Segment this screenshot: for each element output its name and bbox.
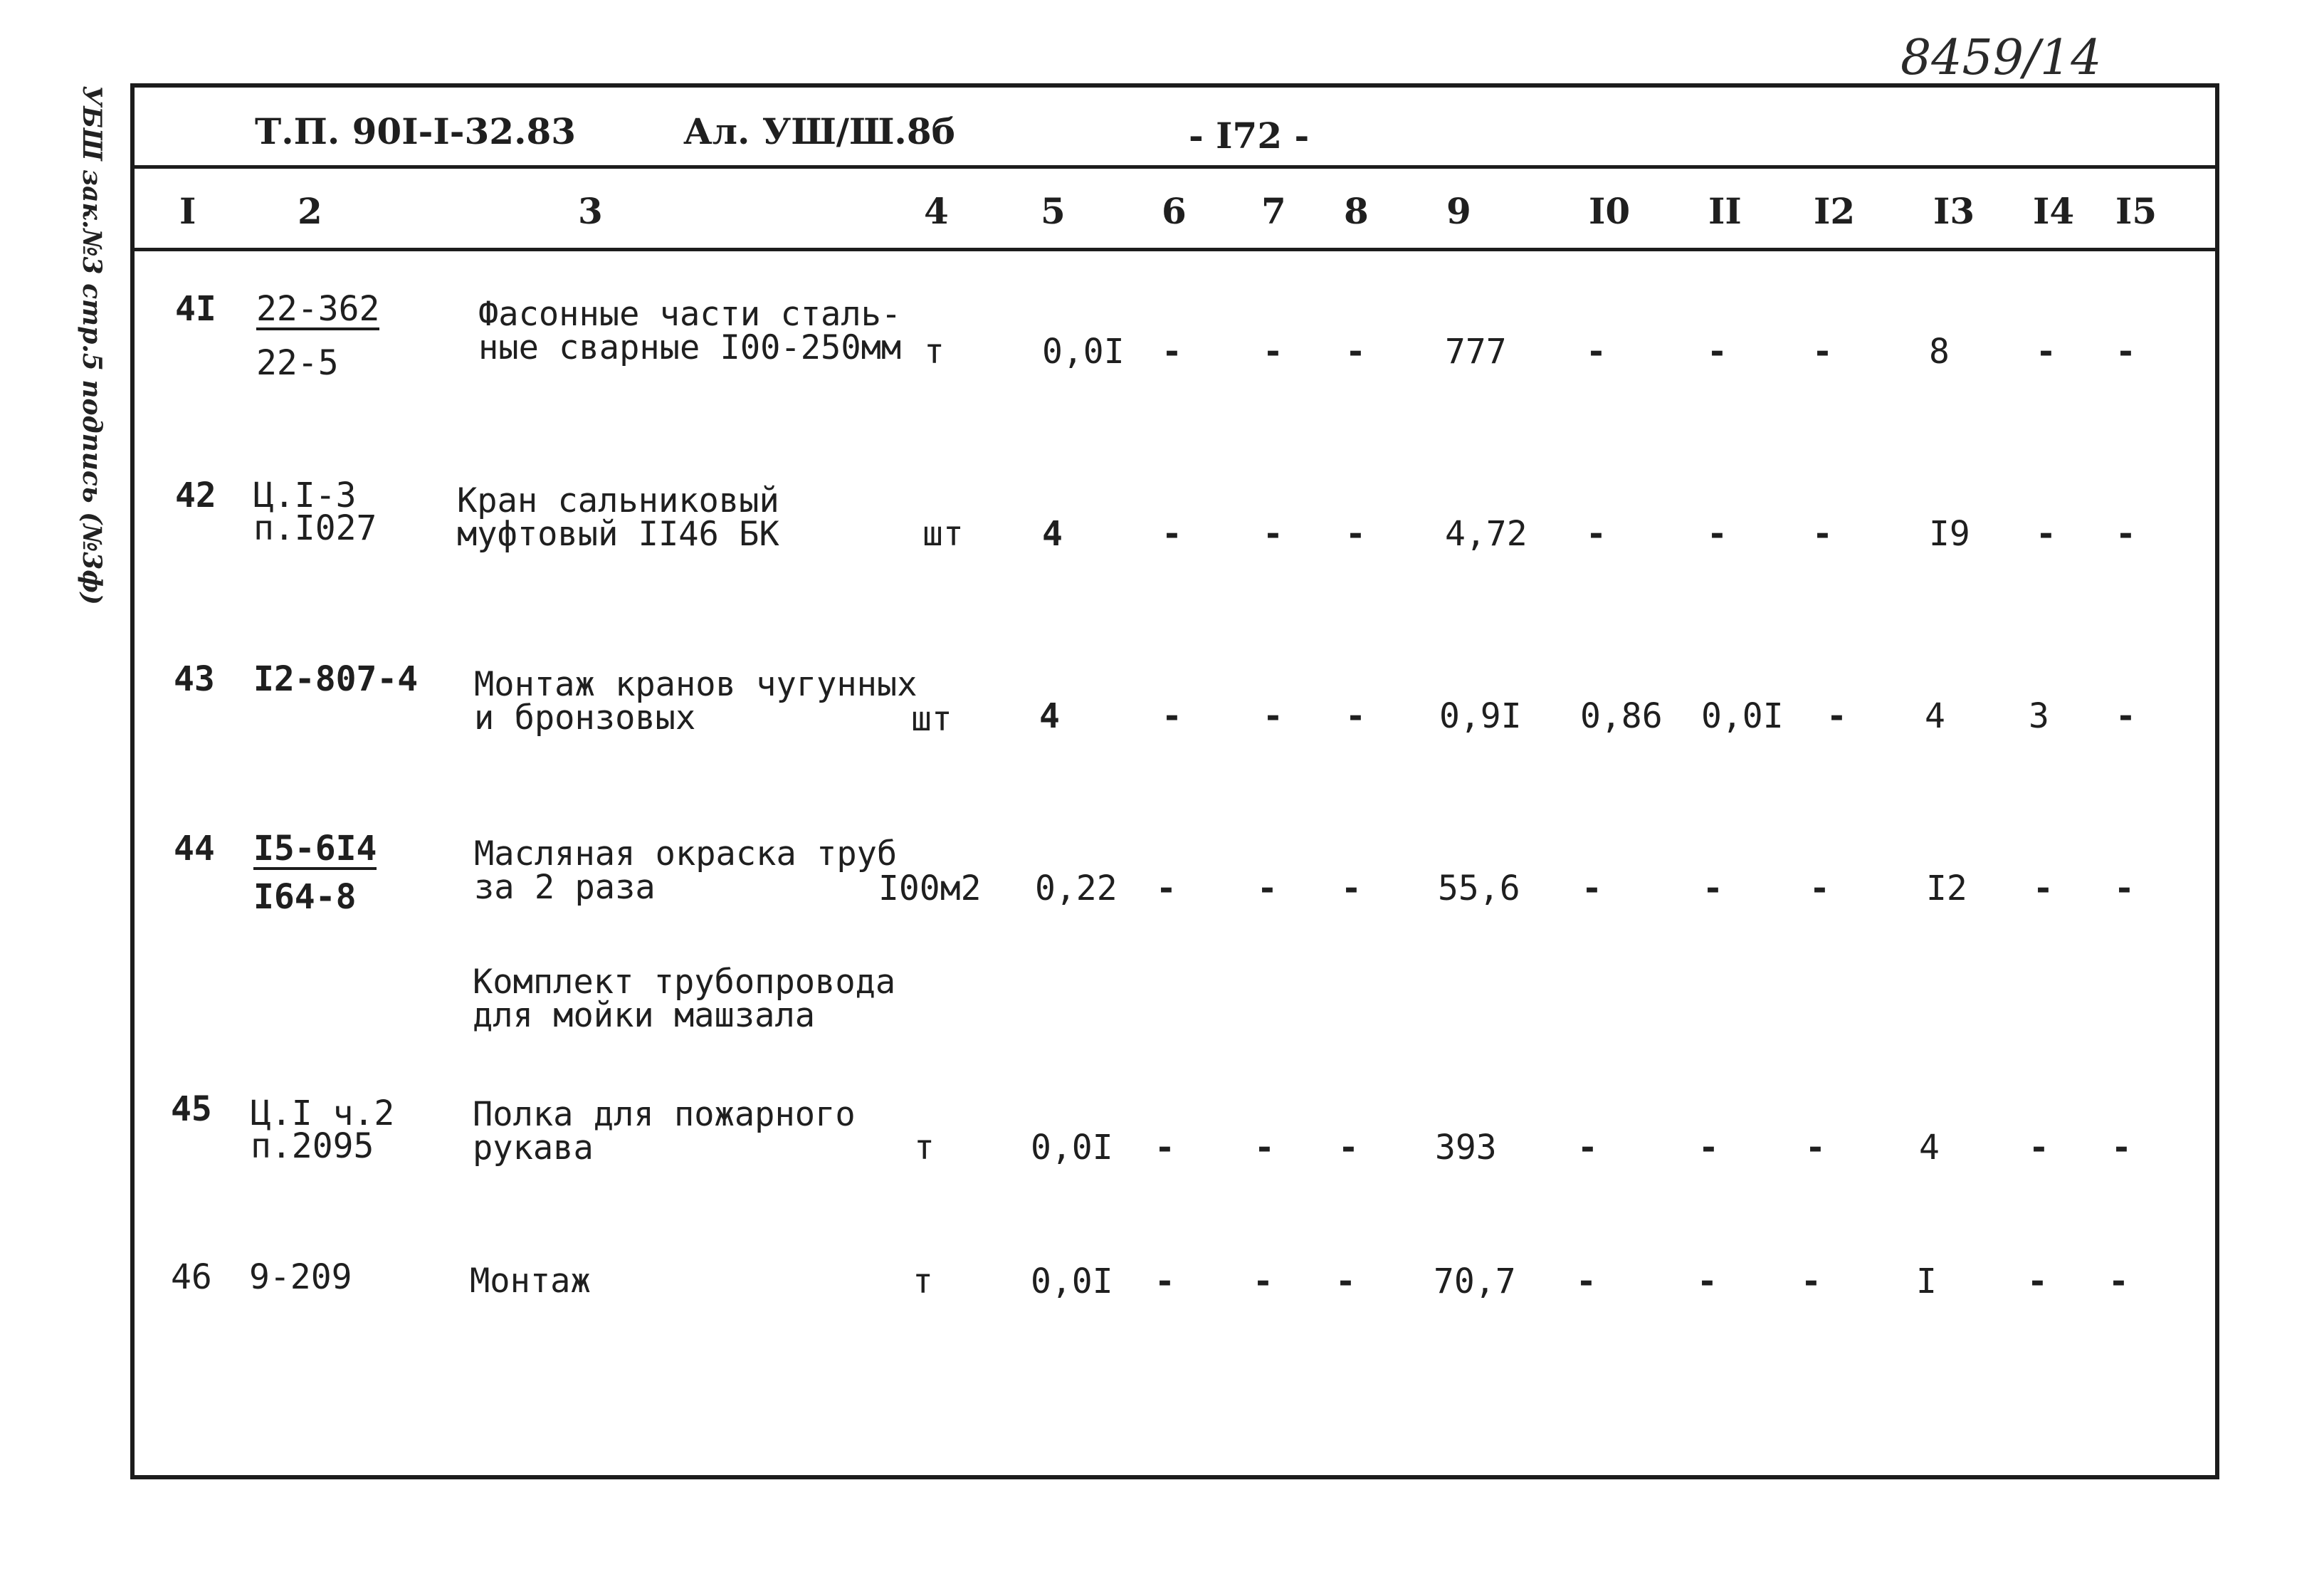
norm-code: 9-209 bbox=[249, 1257, 352, 1297]
col14-value: - bbox=[2033, 869, 2054, 908]
col10-value: 0,86 bbox=[1580, 696, 1663, 736]
col10-value: - bbox=[1586, 332, 1607, 372]
col15-value: - bbox=[2111, 1128, 2132, 1168]
unit: т bbox=[914, 1128, 935, 1168]
col-header-11: II bbox=[1708, 190, 1742, 232]
col-header-1: I bbox=[179, 190, 196, 232]
col14-value: - bbox=[2027, 1262, 2048, 1301]
col12-value: - bbox=[1801, 1262, 1821, 1301]
col5-value: 0,0I bbox=[1042, 332, 1125, 372]
col5-value: 4 bbox=[1039, 696, 1060, 736]
col8-value: - bbox=[1345, 332, 1366, 372]
col11-value: - bbox=[1697, 1262, 1718, 1301]
unit: шт bbox=[911, 699, 952, 739]
norm-code: Ц.I ч.2 bbox=[251, 1094, 395, 1133]
col-header-4: 4 bbox=[924, 190, 949, 232]
norm-code: I2-807-4 bbox=[253, 659, 419, 699]
row-number: 4I bbox=[175, 289, 216, 329]
col5-value: 0,0I bbox=[1031, 1262, 1113, 1301]
col-header-13: I3 bbox=[1933, 190, 1975, 232]
col-header-8: 8 bbox=[1344, 190, 1369, 232]
col7-value: - bbox=[1263, 332, 1283, 372]
col6-value: - bbox=[1156, 869, 1177, 908]
col-header-9: 9 bbox=[1446, 190, 1471, 232]
project-code: Т.П. 90I-I-32.83 bbox=[255, 110, 577, 152]
col9-value: 55,6 bbox=[1438, 869, 1520, 908]
col-header-5: 5 bbox=[1041, 190, 1066, 232]
col6-value: - bbox=[1155, 1128, 1175, 1168]
item-description: Кран сальниковый муфтовый II46 БК bbox=[457, 481, 779, 554]
col-header-14: I4 bbox=[2033, 190, 2075, 232]
col6-value: - bbox=[1162, 696, 1182, 736]
col7-value: - bbox=[1257, 869, 1278, 908]
col10-value: - bbox=[1582, 869, 1602, 908]
item-description: Фасонные части сталь- ные сварные I00-250мм bbox=[478, 295, 902, 367]
row-number: 43 bbox=[174, 659, 215, 699]
col14-value: - bbox=[2036, 332, 2056, 372]
unit: т bbox=[924, 332, 945, 372]
norm-code-secondary: 22-5 bbox=[256, 343, 339, 383]
col-header-2: 2 bbox=[298, 190, 322, 232]
col5-value: 0,22 bbox=[1035, 869, 1118, 908]
norm-code-secondary: п.I027 bbox=[253, 508, 377, 548]
column-header-rule bbox=[130, 248, 2219, 251]
col15-value: - bbox=[2114, 869, 2135, 908]
col12-value: - bbox=[1812, 514, 1833, 554]
col10-value: - bbox=[1577, 1128, 1598, 1168]
col-header-12: I2 bbox=[1814, 190, 1856, 232]
item-description: Полка для пожарного рукава bbox=[473, 1095, 856, 1168]
norm-code: I5-6I4 bbox=[253, 829, 377, 869]
col13-value: 4 bbox=[1925, 696, 1945, 736]
col9-value: 4,72 bbox=[1445, 514, 1528, 554]
norm-code: Ц.I-3 bbox=[253, 476, 357, 515]
col15-value: - bbox=[2115, 696, 2136, 736]
side-annotation: УБШ зак.№3 стр.5 подпись (№3ф) bbox=[77, 85, 107, 605]
col-header-6: 6 bbox=[1162, 190, 1187, 232]
section-heading: Комплект трубопровода для мойки машзала bbox=[473, 963, 896, 1035]
col7-value: - bbox=[1253, 1262, 1273, 1301]
col13-value: 4 bbox=[1919, 1128, 1940, 1168]
col7-value: - bbox=[1263, 696, 1283, 736]
col13-value: 8 bbox=[1929, 332, 1950, 372]
col9-value: 393 bbox=[1435, 1128, 1497, 1168]
col-header-7: 7 bbox=[1261, 190, 1286, 232]
col13-value: I bbox=[1916, 1262, 1937, 1301]
col13-value: I2 bbox=[1926, 869, 1967, 908]
col12-value: - bbox=[1826, 696, 1847, 736]
archive-stamp: 8459/14 bbox=[1900, 30, 2102, 86]
col15-value: - bbox=[2115, 332, 2136, 372]
col15-value: - bbox=[2108, 1262, 2129, 1301]
col13-value: I9 bbox=[1929, 514, 1970, 554]
col14-value: - bbox=[2036, 514, 2056, 554]
row-number: 42 bbox=[175, 476, 216, 515]
col8-value: - bbox=[1345, 696, 1366, 736]
col10-value: - bbox=[1576, 1262, 1597, 1301]
item-description: Монтаж кранов чугунных и бронзовых bbox=[474, 665, 917, 738]
item-description: Масляная окраска труб за 2 раза bbox=[474, 834, 898, 907]
col11-value: - bbox=[1707, 514, 1728, 554]
col11-value: - bbox=[1707, 332, 1728, 372]
row-number: 45 bbox=[171, 1089, 212, 1129]
col14-value: 3 bbox=[2029, 696, 2049, 736]
col8-value: - bbox=[1345, 514, 1366, 554]
col6-value: - bbox=[1162, 514, 1182, 554]
col14-value: - bbox=[2029, 1128, 2049, 1168]
col-header-15: I5 bbox=[2115, 190, 2157, 232]
col11-value: - bbox=[1698, 1128, 1719, 1168]
norm-code-secondary: п.2095 bbox=[251, 1126, 374, 1166]
col7-value: - bbox=[1254, 1128, 1275, 1168]
unit: т bbox=[913, 1262, 933, 1301]
row-number: 46 bbox=[171, 1257, 212, 1297]
row-number: 44 bbox=[174, 829, 215, 869]
col6-value: - bbox=[1155, 1262, 1175, 1301]
col9-value: 0,9I bbox=[1439, 696, 1522, 736]
album-code: Ал. УШ/Ш.8б bbox=[683, 110, 955, 152]
unit: I00м2 bbox=[878, 869, 982, 908]
item-description: Монтаж bbox=[470, 1262, 591, 1301]
norm-code: 22-362 bbox=[256, 289, 380, 329]
col8-value: - bbox=[1341, 869, 1362, 908]
col11-value: 0,0I bbox=[1701, 696, 1784, 736]
col12-value: - bbox=[1812, 332, 1833, 372]
col5-value: 4 bbox=[1042, 514, 1063, 554]
col11-value: - bbox=[1703, 869, 1723, 908]
col8-value: - bbox=[1338, 1128, 1359, 1168]
col9-value: 70,7 bbox=[1434, 1262, 1516, 1301]
col-header-10: I0 bbox=[1589, 190, 1631, 232]
col12-value: - bbox=[1809, 869, 1830, 908]
unit: шт bbox=[922, 514, 964, 554]
col15-value: - bbox=[2115, 514, 2136, 554]
col12-value: - bbox=[1805, 1128, 1826, 1168]
header-rule bbox=[130, 165, 2219, 169]
col5-value: 0,0I bbox=[1031, 1128, 1113, 1168]
col7-value: - bbox=[1263, 514, 1283, 554]
col10-value: - bbox=[1586, 514, 1607, 554]
col8-value: - bbox=[1335, 1262, 1356, 1301]
col6-value: - bbox=[1162, 332, 1182, 372]
norm-code-secondary: I64-8 bbox=[253, 877, 357, 917]
page-number: - I72 - bbox=[1189, 115, 1310, 157]
col-header-3: 3 bbox=[578, 190, 603, 232]
col9-value: 777 bbox=[1445, 332, 1507, 372]
